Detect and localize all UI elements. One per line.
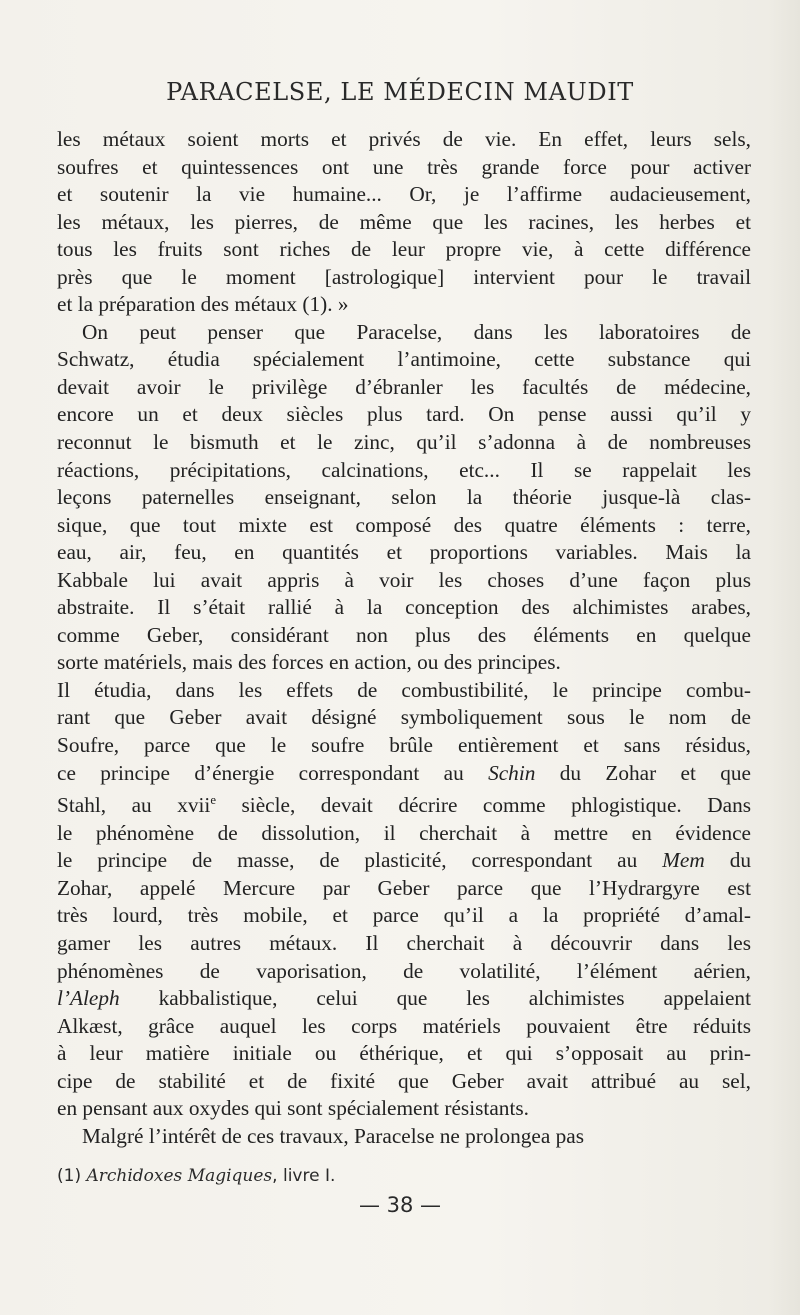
text-line: Soufre, parce que le soufre brûle entièrement et sans résidus, xyxy=(57,733,751,758)
text-line: Alkæst, grâce auquel les corps matériels pouvaient être réduits xyxy=(57,1013,751,1038)
text-line: sique, que tout mixte est composé des quatre éléments : terre, xyxy=(57,512,751,537)
footnote-title: Archidoxes Magiques xyxy=(86,1166,273,1186)
text-line: cipe de stabilité et de fixité que Geber avait attribué au sel, xyxy=(57,1068,751,1093)
text-line: les métaux, les pierres, de même que les racines, les herbes et xyxy=(57,209,751,234)
italic-term: l’Aleph xyxy=(57,986,120,1011)
text-line: et soutenir la vie humaine... Or, je l’affirme audacieusement, xyxy=(57,182,751,207)
text-run: du xyxy=(704,848,751,873)
running-head: PARACELSE, LE MÉDECIN MAUDIT xyxy=(166,78,634,106)
text-line: Zohar, appelé Mercure par Geber parce que l’Hydrargyre est xyxy=(57,875,751,900)
text-run: kabbalistique, celui que les alchimistes appelaient xyxy=(119,986,751,1011)
text-line: réactions, précipitations, calcinations, etc... Il se rappelait les xyxy=(57,457,751,482)
body-text xyxy=(57,126,751,1150)
text-line: leçons paternelles enseignant, selon la théorie jusque-là clas- xyxy=(57,485,751,510)
text-line: Malgré l’intérêt de ces travaux, Paracelse ne prolongea pas xyxy=(82,1123,585,1148)
italic-term: Schin xyxy=(488,760,536,785)
text-line: et la préparation des métaux (1). » xyxy=(57,292,349,317)
text-line xyxy=(57,985,751,1013)
page-number: — 38 — xyxy=(358,1193,442,1217)
text-line: rant que Geber avait désigné symboliquement sous le nom de xyxy=(57,705,751,730)
text-line: encore un et deux siècles plus tard. On pense aussi qu’il y xyxy=(57,402,751,427)
text-line: très lourd, très mobile, et parce qu’il a la propriété d’amal- xyxy=(57,903,751,928)
text-line: comme Geber, considérant non plus des éléments en quelque xyxy=(57,622,751,647)
text-line: à leur matière initiale ou éthérique, et qui s’opposait au prin- xyxy=(57,1041,751,1066)
text-line: près que le moment [astrologique] intervient pour le travail xyxy=(57,264,751,289)
text-line: les métaux soient morts et privés de vie. En effet, leurs sels, xyxy=(57,127,751,151)
text-line: Il étudia, dans les effets de combustibilité, le principe combu- xyxy=(57,677,751,702)
text-line xyxy=(57,787,751,820)
superscript: e xyxy=(210,793,216,808)
text-line: le phénomène de dissolution, il cherchait à mettre en évidence xyxy=(57,820,751,845)
text-run: du Zohar et que xyxy=(535,760,751,785)
italic-term: Mem xyxy=(662,848,705,873)
text-line xyxy=(57,847,751,875)
text-line: en pensant aux oxydes qui sont spécialement résistants. xyxy=(57,1096,529,1121)
text-line: Kabbale lui avait appris à voir les choses d’une façon plus xyxy=(57,567,751,592)
footnote-rest: , livre I. xyxy=(272,1166,336,1186)
text-line: soufres et quintessences ont une très grande force pour activer xyxy=(57,154,751,179)
text-run: le principe de masse, de plasticité, correspondant au xyxy=(57,848,663,873)
footnote xyxy=(57,1166,335,1186)
text-line: On peut penser que Paracelse, dans les laboratoires de xyxy=(82,319,751,344)
text-run: Stahl, au xvii xyxy=(57,793,211,818)
text-run: siècle, devait décrire comme phlogistique. Dans xyxy=(216,793,751,818)
footnote-mark: (1) xyxy=(57,1166,87,1186)
text-line: sorte matériels, mais des forces en action, ou des principes. xyxy=(57,650,561,675)
text-run: ce principe d’énergie correspondant au xyxy=(57,760,489,785)
text-line: Schwatz, étudia spécialement l’antimoine, cette substance qui xyxy=(57,347,751,372)
text-line: eau, air, feu, en quantités et proportions variables. Mais la xyxy=(57,540,751,565)
text-line: phénomènes de vaporisation, de volatilité, l’élément aérien, xyxy=(57,958,751,983)
text-line: tous les fruits sont riches de leur propre vie, à cette différence xyxy=(57,237,751,262)
text-line: reconnut le bismuth et le zinc, qu’il s’adonna à de nombreuses xyxy=(57,430,751,455)
text-line: gamer les autres métaux. Il cherchait à découvrir dans les xyxy=(57,930,751,955)
text-line: abstraite. Il s’était rallié à la conception des alchimistes arabes, xyxy=(57,595,751,620)
text-line xyxy=(57,760,751,788)
text-line: devait avoir le privilège d’ébranler les facultés de médecine, xyxy=(57,374,751,399)
